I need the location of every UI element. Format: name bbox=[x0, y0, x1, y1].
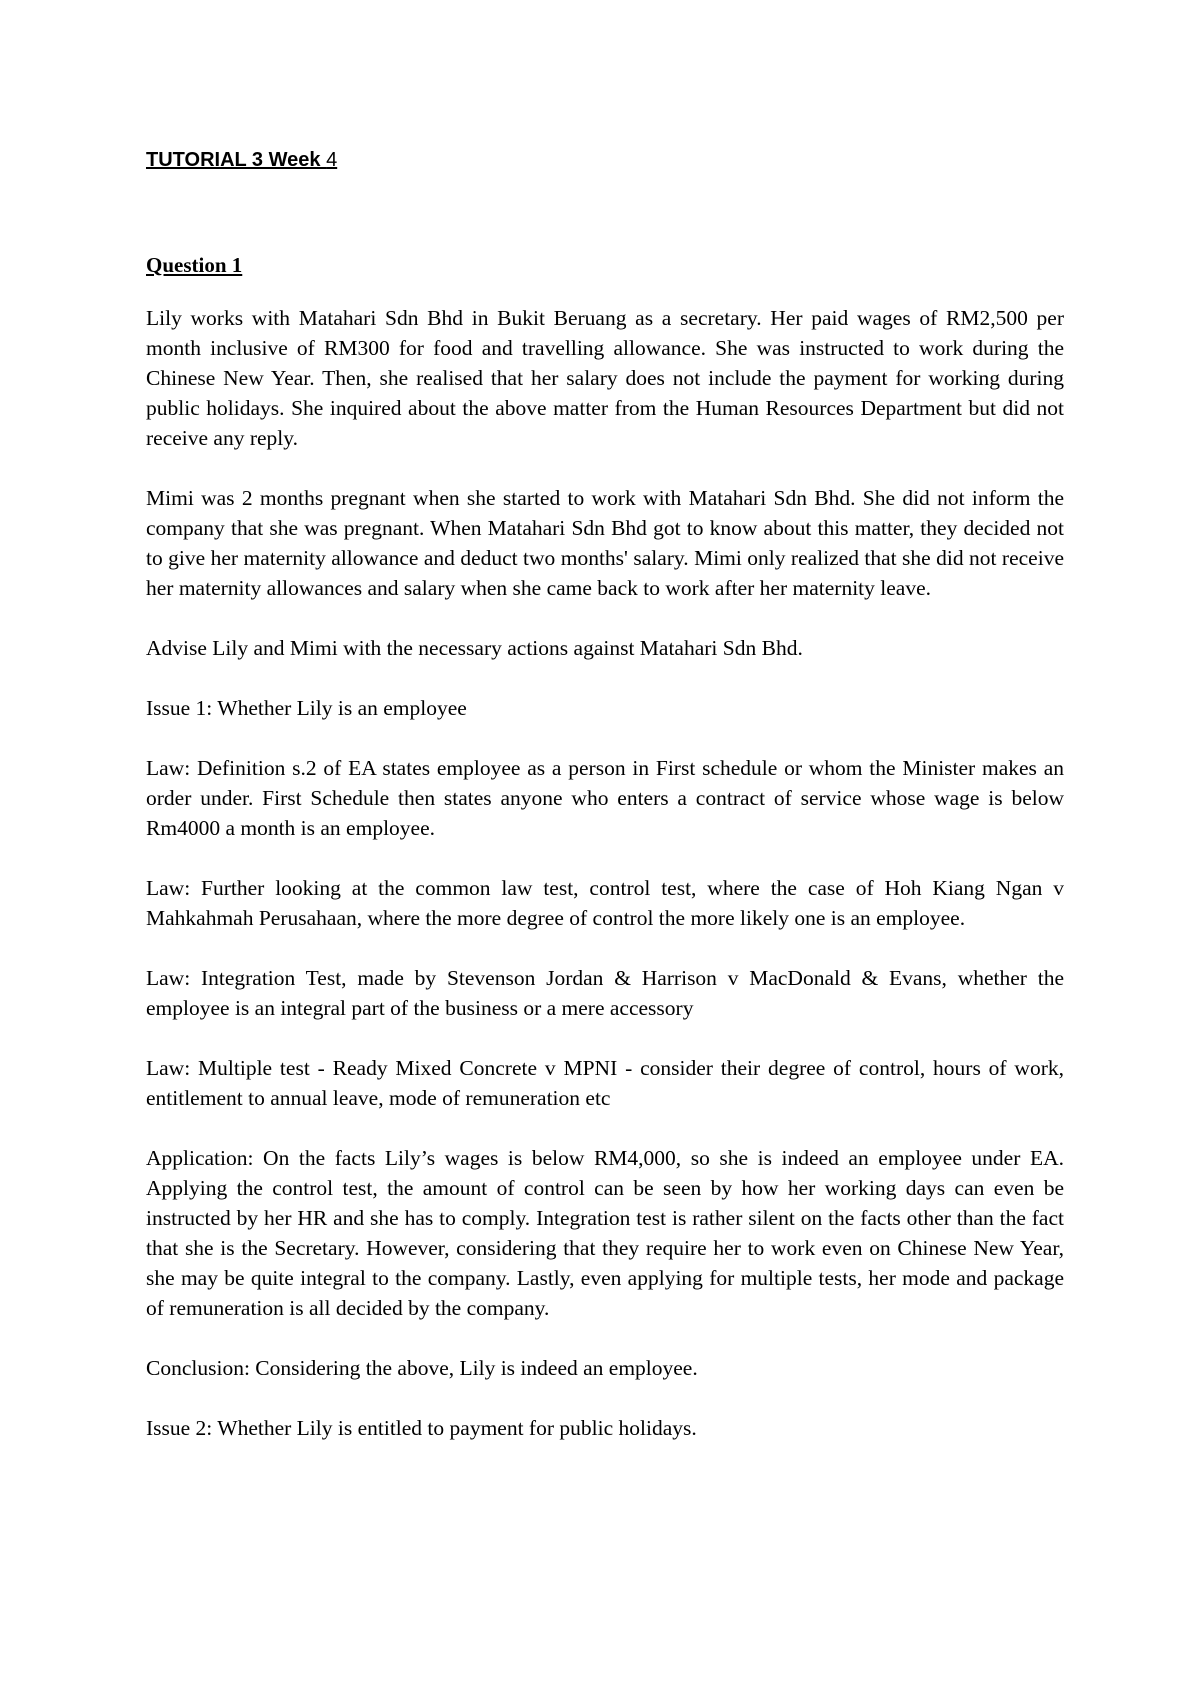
document-body bbox=[146, 303, 1064, 1473]
paragraph-law-integration-test: Law: Integration Test, made by Stevenson Jordan & Harrison v MacDonald & Evans, whether the employee is an integral part of the business or a mere accessory bbox=[146, 966, 1064, 1020]
document-title bbox=[146, 147, 337, 173]
paragraph-law-definition: Law: Definition s.2 of EA states employee as a person in First schedule or whom the Minister makes an order under. First Schedule then states anyone who enters a contract of service whose wage is below Rm4000 a month is an employee. bbox=[146, 756, 1064, 840]
paragraph-conclusion: Conclusion: Considering the above, Lily is indeed an employee. bbox=[146, 1356, 698, 1380]
question-heading: Question 1 bbox=[146, 253, 243, 277]
paragraph-lily-facts: Lily works with Matahari Sdn Bhd in Bukit Beruang as a secretary. Her paid wages of RM2,500 per month inclusive of RM300 for food and travelling allowance. She was instructed to work during the Chinese New Year. Then, she realised that her salary does not include the payment for working during public holidays. She inquired about the above matter from the Human Resources Department but did not receive any reply. bbox=[146, 306, 1064, 450]
paragraph-issue-1: Issue 1: Whether Lily is an employee bbox=[146, 696, 467, 720]
paragraph-mimi-facts: Mimi was 2 months pregnant when she started to work with Matahari Sdn Bhd. She did not inform the company that she was pregnant. When Matahari Sdn Bhd got to know about this matter, they decided not to give her maternity allowance and deduct two months' salary. Mimi only realized that she did not receive her maternity allowances and salary when she came back to work after her maternity leave. bbox=[146, 486, 1064, 600]
paragraph-instruction: Advise Lily and Mimi with the necessary actions against Matahari Sdn Bhd. bbox=[146, 636, 803, 660]
title-text: TUTORIAL 3 Week bbox=[146, 149, 321, 171]
paragraph-application: Application: On the facts Lily’s wages is below RM4,000, so she is indeed an employee under EA. Applying the control test, the amount of control can be seen by how her working days can even be instructed by her HR and she has to comply. Integration test is rather silent on the facts other than the fact that she is the Secretary. However, considering that they require her to work even on Chinese New Year, she may be quite integral to the company. Lastly, even applying for multiple tests, her mode and package of remuneration is all decided by the company. bbox=[146, 1146, 1064, 1320]
paragraph-law-multiple-test: Law: Multiple test - Ready Mixed Concrete v MPNI - consider their degree of control, hours of work, entitlement to annual leave, mode of remuneration etc bbox=[146, 1056, 1064, 1110]
paragraph-issue-2: Issue 2: Whether Lily is entitled to payment for public holidays. bbox=[146, 1416, 697, 1440]
paragraph-law-control-test: Law: Further looking at the common law test, control test, where the case of Hoh Kiang Ngan v Mahkahmah Perusahaan, where the more degree of control the more likely one is an employee. bbox=[146, 876, 1064, 930]
title-week-number: 4 bbox=[326, 149, 338, 171]
